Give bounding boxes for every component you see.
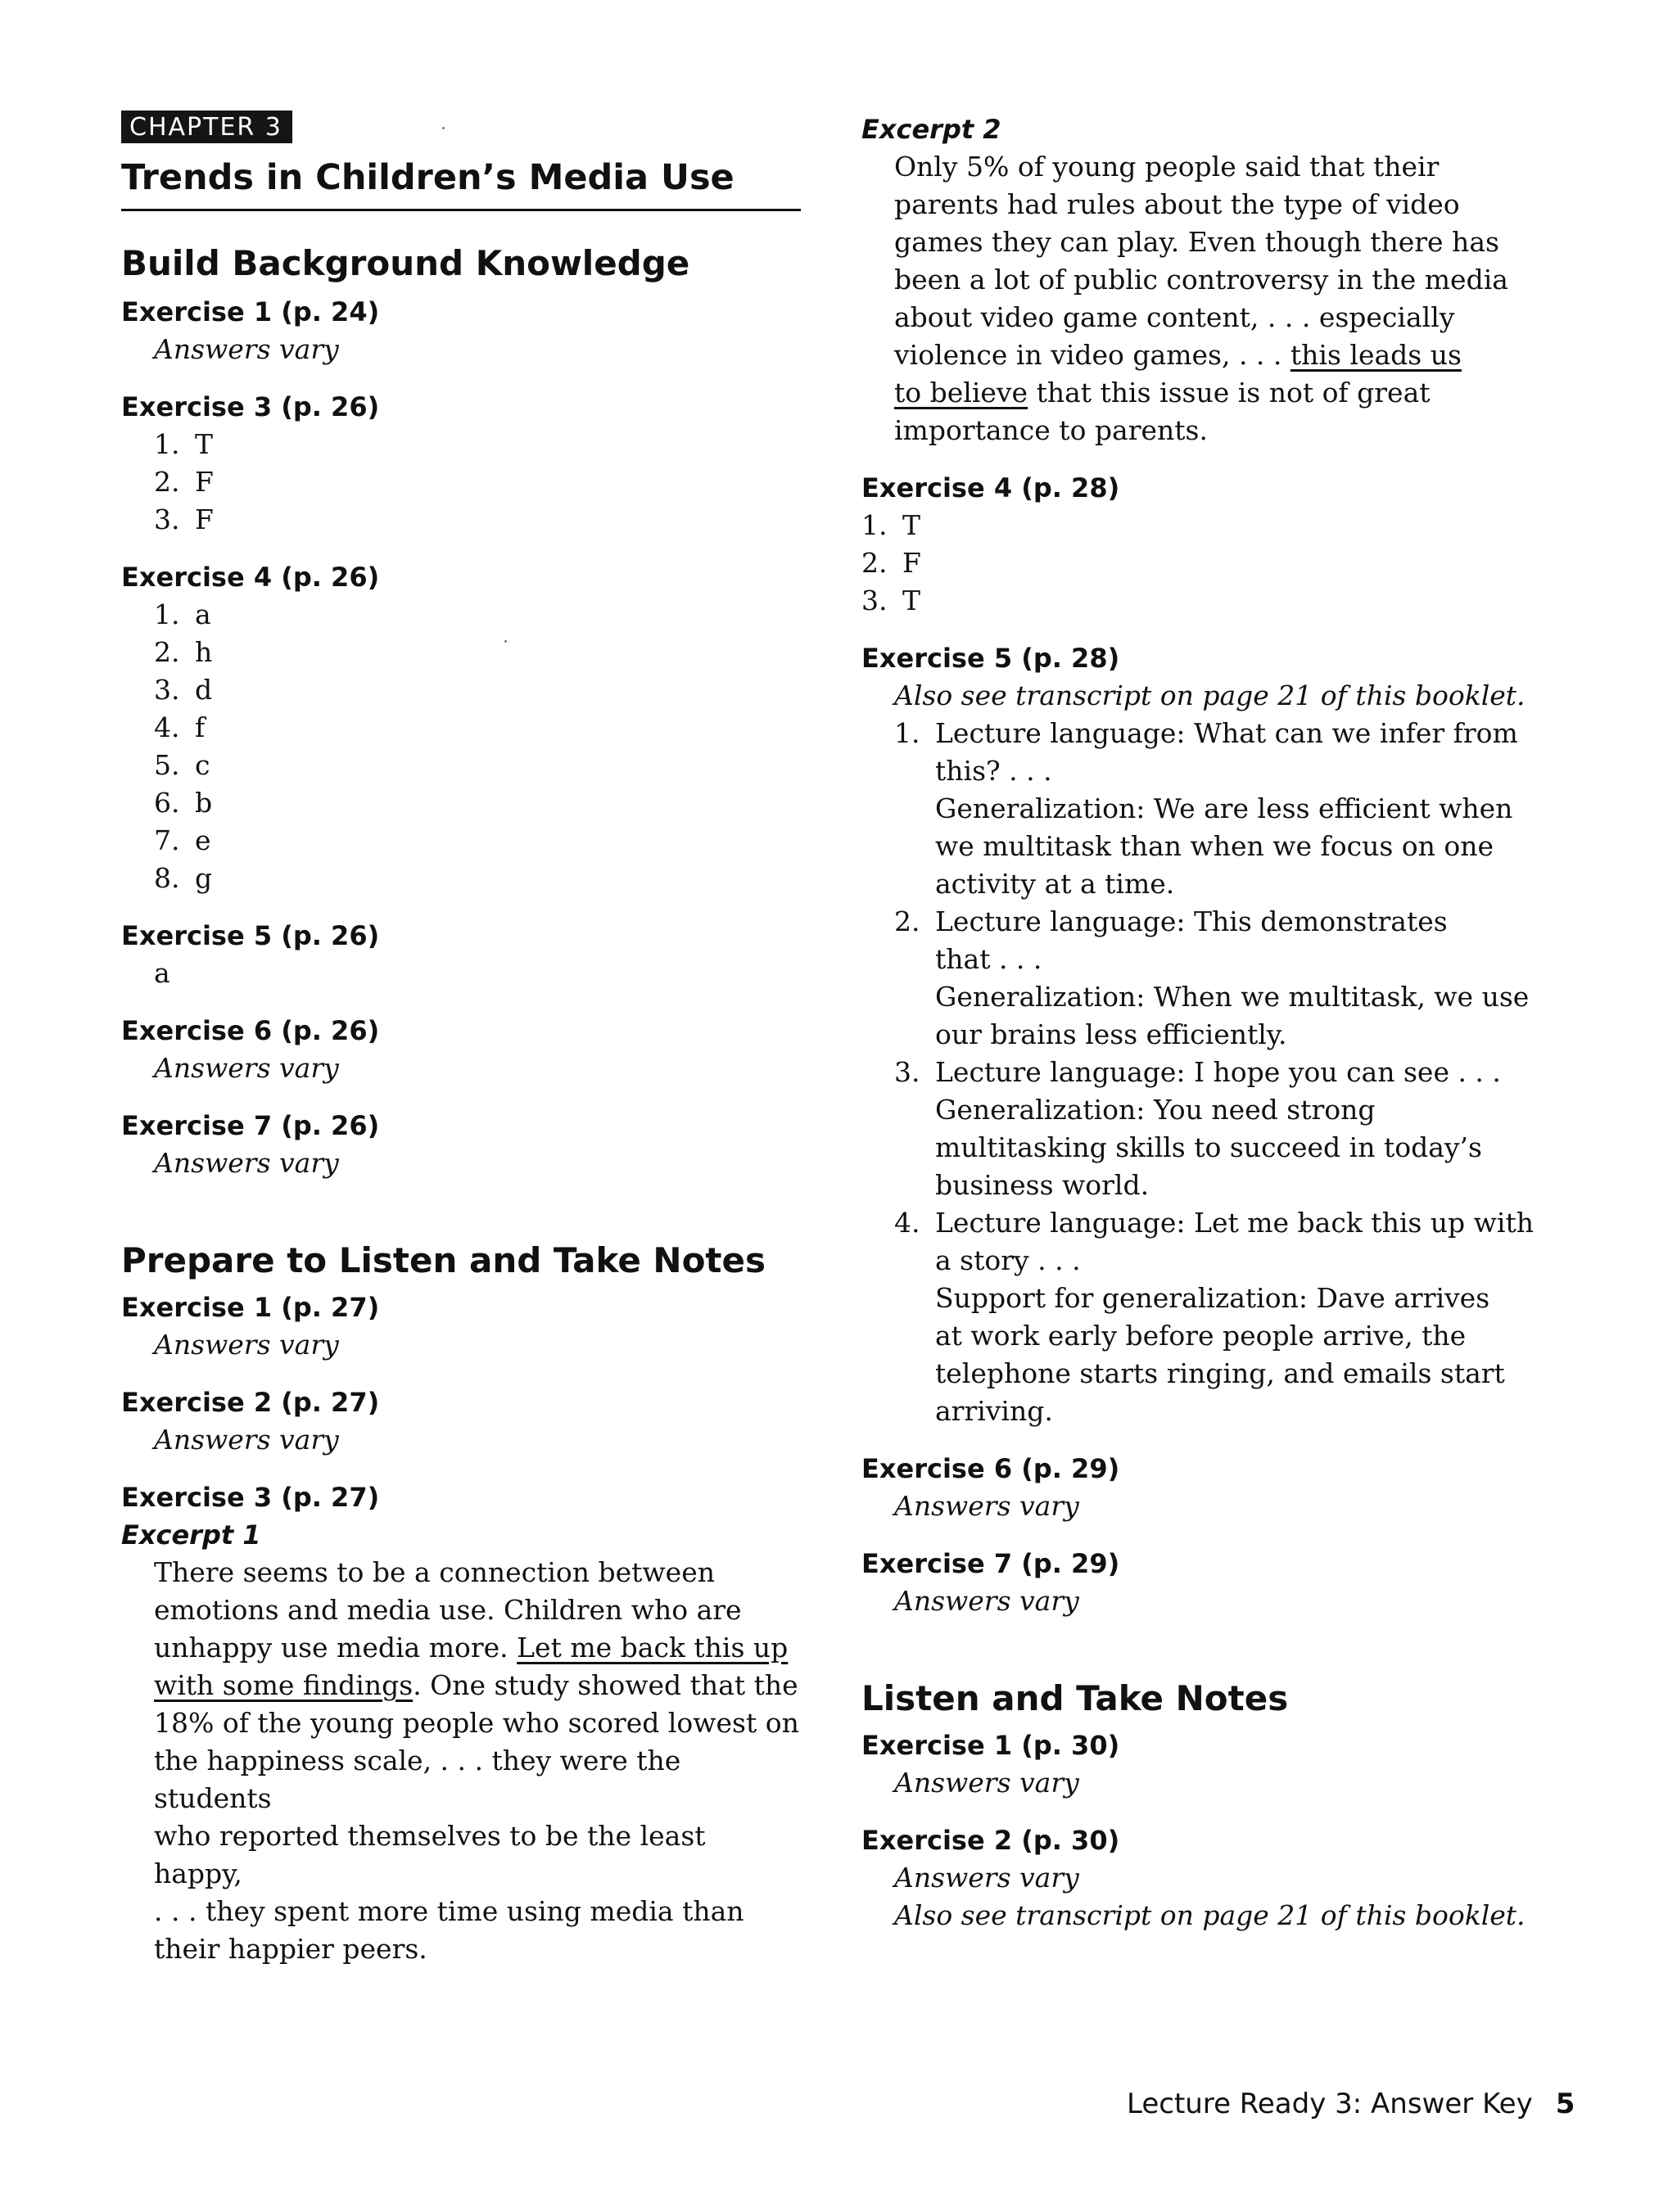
text-line: multitasking skills to succeed in today’s	[935, 1131, 1482, 1163]
item-answer: a	[195, 598, 211, 630]
exercise-heading: Exercise 5 (p. 26)	[121, 920, 380, 951]
item-answer	[935, 715, 1518, 903]
exercise-heading: Exercise 1 (p. 30)	[861, 1730, 1120, 1761]
item-number: 5.	[154, 749, 180, 781]
exercise-heading: Exercise 3 (p. 26)	[121, 391, 380, 422]
exercise-heading: Exercise 1 (p. 27)	[121, 1292, 380, 1323]
item-answer: F	[195, 466, 214, 498]
page-number: 5	[1555, 2088, 1575, 2120]
answer-text: Answers vary	[894, 1490, 1079, 1522]
text-line: that . . .	[935, 943, 1042, 975]
answer-text: Answers vary	[154, 1052, 339, 1084]
text-line: activity at a time.	[935, 868, 1175, 900]
item-number: 3.	[894, 1056, 920, 1088]
item-number: 2.	[894, 905, 920, 937]
item-answer	[935, 1054, 1501, 1204]
item-answer: c	[195, 749, 210, 781]
text-line: telephone starts ringing, and emails start	[935, 1357, 1505, 1389]
item-number: 2.	[154, 636, 180, 668]
text-line: Lecture language: Let me back this up with	[935, 1207, 1534, 1239]
list-item	[861, 544, 1557, 582]
item-number: 3.	[154, 503, 180, 535]
item-answer: b	[195, 787, 213, 819]
exercise-heading: Exercise 6 (p. 26)	[121, 1015, 380, 1046]
list-item	[894, 715, 1557, 903]
item-number: 1.	[861, 509, 888, 541]
list-item	[154, 860, 801, 897]
text-line: this? . . .	[935, 755, 1052, 787]
item-answer: F	[902, 547, 921, 579]
answer-list	[861, 715, 1557, 1430]
underlined-phrase: to believe	[894, 377, 1028, 409]
text-line: Only 5% of young people said that their	[894, 151, 1440, 183]
text-line: Generalization: We are less efficient when	[935, 792, 1513, 824]
text-line: we multitask than when we focus on one	[935, 830, 1494, 862]
exercise-heading: Exercise 4 (p. 26)	[121, 562, 380, 593]
exercise-heading: Exercise 3 (p. 27)	[121, 1482, 380, 1513]
text-line: at work early before people arrive, the	[935, 1320, 1467, 1352]
item-number: 4.	[154, 711, 180, 743]
section-heading-prepare: Prepare to Listen and Take Notes	[121, 1240, 766, 1280]
item-answer: T	[195, 428, 214, 460]
item-answer: h	[195, 636, 213, 668]
answer-text: Answers vary	[154, 1147, 339, 1179]
list-item	[154, 634, 801, 671]
list-item	[894, 903, 1557, 1054]
item-answer: e	[195, 824, 211, 856]
text-line	[894, 336, 1557, 374]
answer-text: Answers vary	[154, 333, 339, 365]
item-number: 6.	[154, 787, 180, 819]
item-answer: d	[195, 674, 213, 706]
footer-text: Lecture Ready 3: Answer Key	[1127, 2088, 1533, 2120]
underlined-phrase: Let me back this up	[517, 1632, 789, 1664]
left-column	[121, 111, 801, 1968]
text-line: arriving.	[935, 1395, 1053, 1427]
text-line: Generalization: You need strong	[935, 1094, 1376, 1126]
item-number: 1.	[154, 598, 180, 630]
answer-text: Answers vary	[154, 1329, 339, 1361]
item-number: 4.	[894, 1207, 920, 1239]
text-line: Generalization: When we multitask, we use	[935, 981, 1530, 1013]
exercise-heading: Exercise 2 (p. 27)	[121, 1387, 380, 1418]
text-line	[154, 1667, 801, 1704]
answer-text: Answers vary	[154, 1424, 339, 1456]
right-column	[861, 111, 1557, 1934]
list-item	[154, 426, 801, 463]
list-item	[154, 747, 801, 784]
text-line: the happiness scale, . . . they were the students	[154, 1745, 681, 1814]
underlined-phrase: with some findings	[154, 1669, 414, 1701]
item-number: 8.	[154, 862, 180, 894]
list-item	[154, 596, 801, 634]
item-number: 7.	[154, 824, 180, 856]
exercise-heading: Exercise 4 (p. 28)	[861, 472, 1120, 503]
answer-text: Answers vary	[894, 1862, 1079, 1894]
item-number: 2.	[154, 466, 180, 498]
text-line: about video game content, . . . especially	[894, 301, 1455, 333]
chapter-title: Trends in Children’s Media Use	[121, 156, 801, 211]
list-item	[894, 1054, 1557, 1204]
exercise-heading: Exercise 7 (p. 29)	[861, 1548, 1120, 1579]
list-item	[154, 784, 801, 822]
text-line: business world.	[935, 1169, 1150, 1201]
text-line: games they can play. Even though there has	[894, 226, 1499, 258]
text-line: Lecture language: I hope you can see . . .	[935, 1056, 1501, 1088]
text-span: that this issue is not of great	[1028, 377, 1431, 409]
exercise-heading: Exercise 5 (p. 28)	[861, 643, 1120, 674]
page-footer	[1127, 2086, 1575, 2122]
text-line: Lecture language: This demonstrates	[935, 905, 1448, 937]
list-item	[894, 1204, 1557, 1430]
excerpt-2-text	[861, 148, 1557, 449]
item-number: 2.	[861, 547, 888, 579]
transcript-note: Also see transcript on page 21 of this booklet.	[894, 1899, 1526, 1931]
excerpt-heading: Excerpt 1	[121, 1519, 261, 1551]
text-line	[154, 1629, 801, 1667]
item-number: 1.	[894, 717, 920, 749]
list-item	[861, 507, 1557, 544]
text-span: unhappy use media more.	[154, 1632, 518, 1664]
text-line: emotions and media use. Children who are	[154, 1594, 742, 1626]
item-answer	[935, 903, 1529, 1054]
answer-text: Answers vary	[894, 1585, 1079, 1617]
list-item	[154, 463, 801, 501]
item-answer: T	[902, 509, 921, 541]
answer-list	[861, 507, 1557, 620]
text-line: our brains less efficiently.	[935, 1018, 1287, 1050]
text-line: There seems to be a connection between	[154, 1556, 715, 1588]
list-item	[861, 582, 1557, 620]
exercise-heading: Exercise 6 (p. 29)	[861, 1453, 1120, 1484]
text-line: importance to parents.	[894, 414, 1208, 446]
text-line: Support for generalization: Dave arrives	[935, 1282, 1490, 1314]
item-answer: F	[195, 503, 214, 535]
excerpt-1-text	[121, 1554, 801, 1968]
exercise-heading: Exercise 7 (p. 26)	[121, 1110, 380, 1141]
item-number: 3.	[154, 674, 180, 706]
item-number: 1.	[154, 428, 180, 460]
list-item	[154, 709, 801, 747]
text-line: Lecture language: What can we infer from	[935, 717, 1518, 749]
text-line: . . . they spent more time using media than	[154, 1895, 744, 1927]
section-heading-listen: Listen and Take Notes	[861, 1678, 1289, 1718]
list-item	[154, 671, 801, 709]
item-answer: T	[902, 585, 921, 616]
excerpt-heading: Excerpt 2	[861, 114, 1001, 145]
text-span: . One study showed that the	[413, 1669, 798, 1701]
text-line: their happier peers.	[154, 1933, 427, 1965]
chapter-label: CHAPTER 3	[121, 111, 292, 143]
answer-list	[121, 426, 801, 539]
text-line: 18% of the young people who scored lowest on	[154, 1707, 799, 1739]
answer-list	[121, 596, 801, 897]
item-answer: f	[195, 711, 206, 743]
item-number: 3.	[861, 585, 888, 616]
list-item	[154, 822, 801, 860]
exercise-heading: Exercise 1 (p. 24)	[121, 296, 380, 327]
underlined-phrase: this leads us	[1290, 339, 1462, 371]
text-line	[894, 374, 1557, 412]
list-item	[154, 501, 801, 539]
answer-text: Answers vary	[894, 1767, 1079, 1799]
exercise-heading: Exercise 2 (p. 30)	[861, 1825, 1120, 1856]
text-line: a story . . .	[935, 1244, 1081, 1276]
item-answer	[935, 1204, 1534, 1430]
transcript-note: Also see transcript on page 21 of this booklet.	[894, 679, 1526, 711]
answer-text: a	[154, 957, 170, 989]
text-span: violence in video games, . . .	[894, 339, 1291, 371]
text-line: been a lot of public controversy in the media	[894, 264, 1508, 296]
text-line: who reported themselves to be the least happy,	[154, 1820, 706, 1889]
item-answer: g	[195, 862, 213, 894]
text-line: parents had rules about the type of video	[894, 188, 1460, 220]
section-heading-build-background: Build Background Knowledge	[121, 243, 690, 283]
